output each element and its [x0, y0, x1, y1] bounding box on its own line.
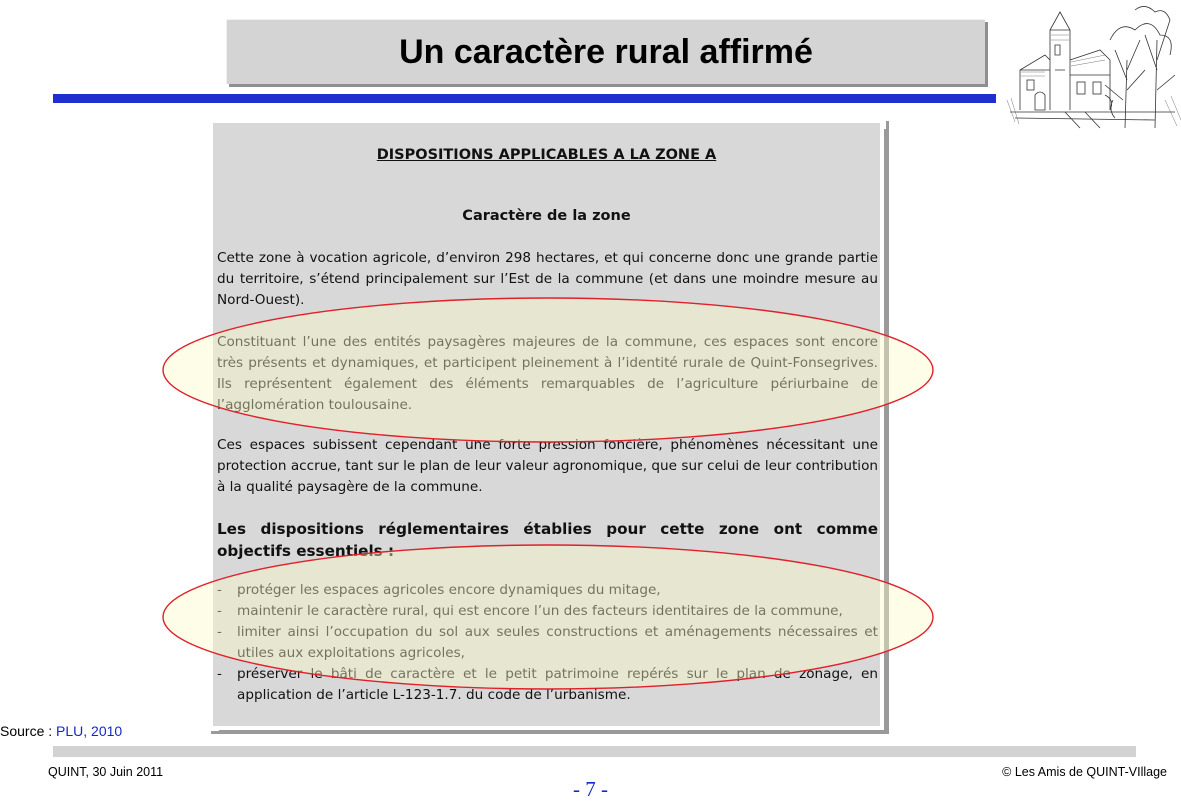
list-item-text: maintenir le caractère rural, qui est encore l’un des facteurs identitaires de la commune,: [237, 603, 843, 619]
list-dash: -: [217, 624, 222, 640]
source-label: Source :: [0, 723, 57, 739]
zone-a-document-excerpt: [213, 123, 880, 726]
title-box: [226, 19, 985, 84]
title-underline-bar: [53, 94, 996, 103]
footer-date: QUINT, 30 Juin 2011: [48, 765, 164, 779]
village-sketch-illustration: [1005, 0, 1181, 130]
list-item: [217, 601, 878, 622]
list-item: [217, 580, 878, 601]
list-dash: -: [217, 582, 222, 598]
page-number: - 7 -: [573, 777, 608, 801]
list-dash: -: [217, 603, 222, 619]
document-shadow-right: [886, 121, 889, 734]
footer-copyright: © Les Amis de QUINT-VIllage: [1002, 765, 1167, 779]
list-item: [217, 622, 878, 664]
document-shadow-bottom: [211, 731, 889, 734]
source-link[interactable]: PLU, 2010: [56, 723, 123, 739]
footer-bar: [53, 746, 1136, 757]
source-credit: [0, 723, 122, 739]
objectives-title: Les dispositions réglementaires établies pour cette zone ont comme objectifs essentiels :: [217, 520, 878, 560]
document-subheading: Caractère de la zone: [462, 208, 631, 224]
paragraph-2: Constituant l’une des entités paysagères majeures de la commune, ces espaces sont encore très présents et dynamiques, et participent pleinement à l’identité rurale de Quint-Fonsegrives. Ils représentent également des éléments remarquables de l’agriculture périurbaine de l’agglomération toulousaine.: [217, 334, 878, 413]
slide-title: Un caractère rural affirmé: [399, 32, 813, 71]
objectives-list: [217, 580, 878, 706]
list-dash: -: [217, 666, 222, 682]
paragraph-1: Cette zone à vocation agricole, d’environ 298 hectares, et qui concerne donc une grande partie du territoire, s’étend principalement sur l’Est de la commune (et dans une moindre mesure au Nord-Ouest).: [217, 250, 878, 308]
paragraph-3: Ces espaces subissent cependant une forte pression foncière, phénomènes nécessitant une protection accrue, tant sur le plan de leur valeur agronomique, que sur celui de leur contribution à la qualité paysagère de la commune.: [217, 437, 878, 495]
document-heading: DISPOSITIONS APPLICABLES A LA ZONE A: [376, 147, 717, 163]
list-item-text: protéger les espaces agricoles encore dynamiques du mitage,: [237, 582, 661, 598]
list-item: [217, 664, 878, 706]
list-item-text: préserver le bâti de caractère et le petit patrimoine repérés sur le plan de zonage, en application de l’article L-123-1.7. du code de l’urbanisme.: [237, 666, 878, 703]
list-item-text: limiter ainsi l’occupation du sol aux seules constructions et aménagements nécessaires et utiles aux exploitations agricoles,: [237, 624, 878, 661]
